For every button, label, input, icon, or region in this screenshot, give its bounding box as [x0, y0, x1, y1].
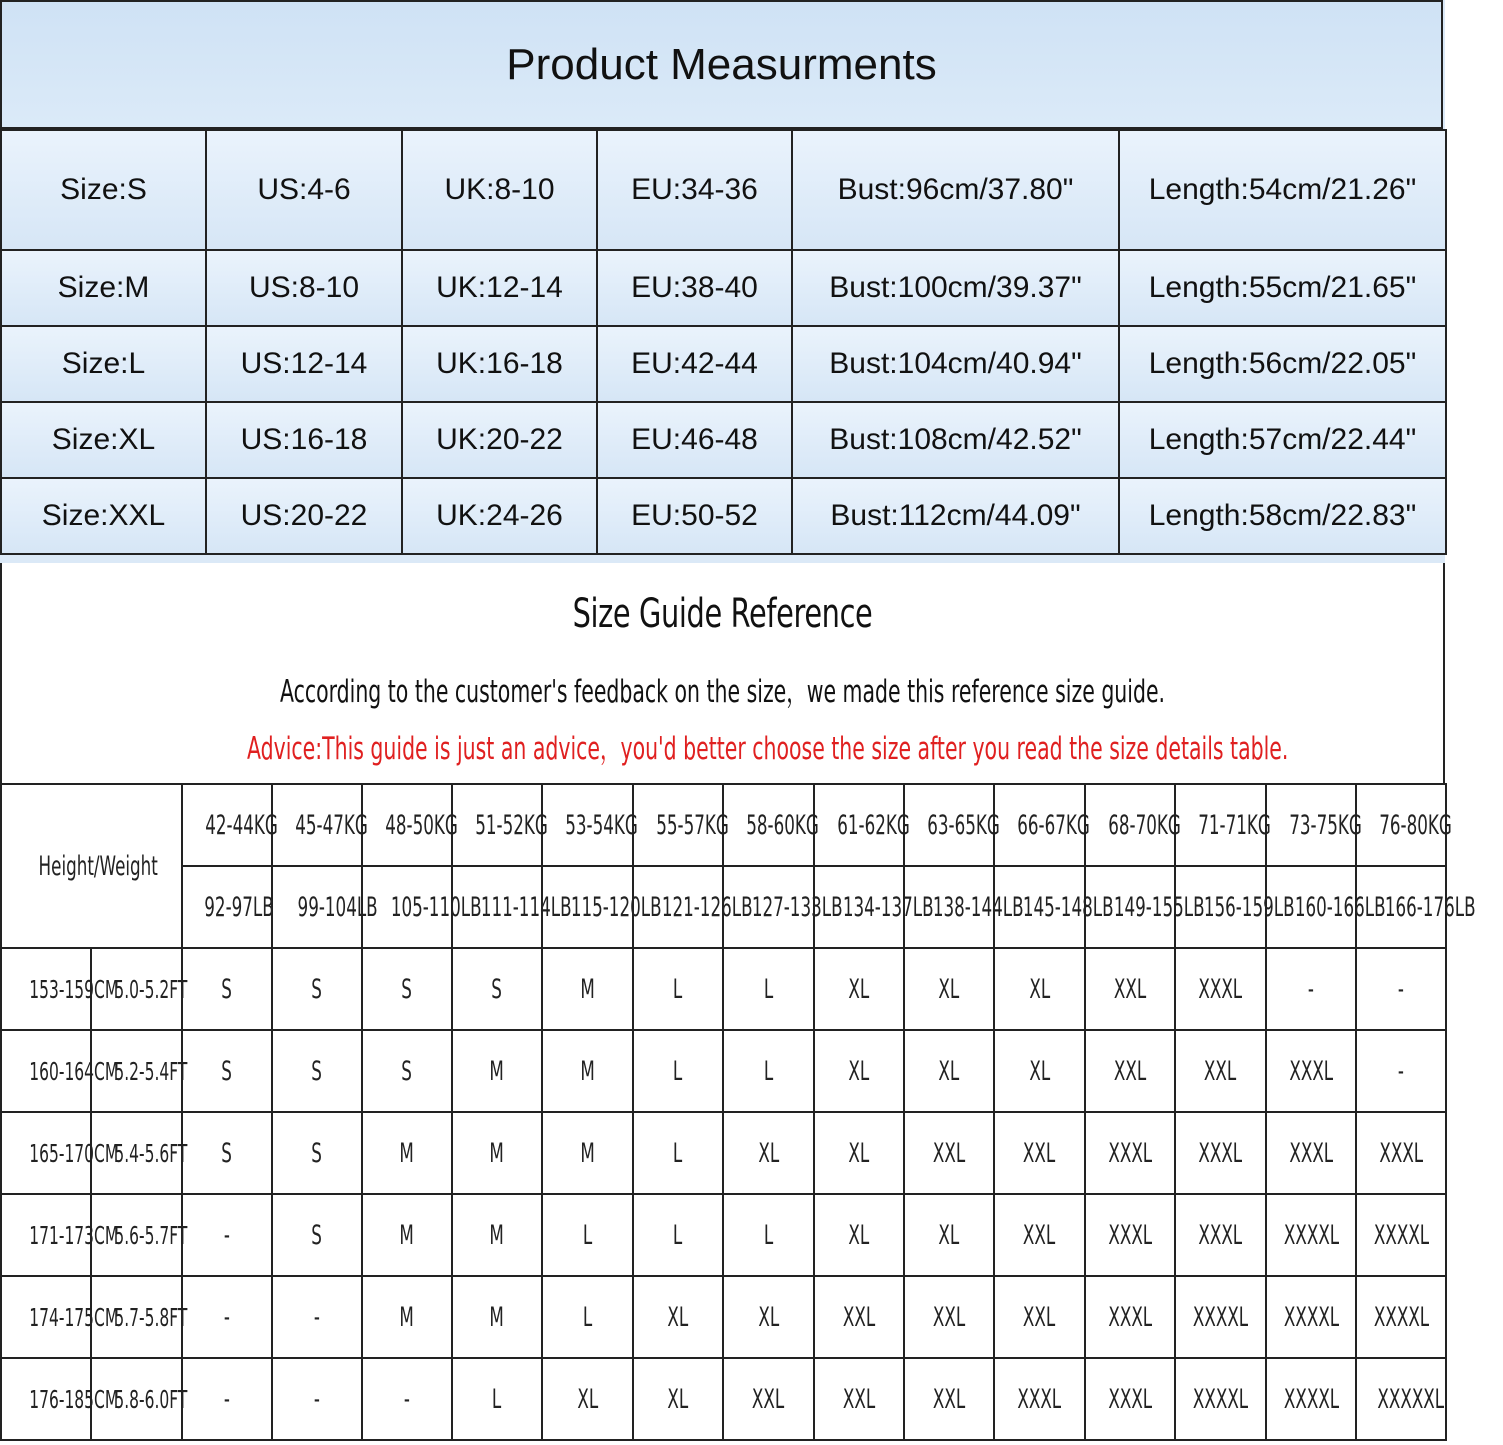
size-cell [904, 1030, 994, 1112]
size-guide-row [1, 948, 1446, 1030]
size-cell [1356, 948, 1446, 1030]
size-cell [362, 1276, 452, 1358]
size-cell-text: - [223, 1301, 231, 1333]
weight-kg-header-text: 68-70KG [1108, 809, 1181, 841]
size-cell [362, 1030, 452, 1112]
height-weight-corner [1, 784, 182, 948]
measurement-cell: EU:46-48 [597, 402, 792, 478]
size-cell [633, 948, 723, 1030]
size-cell-text: XXXXL [1283, 1301, 1340, 1333]
size-cell-text: XXL [932, 1301, 966, 1333]
size-cell [1085, 1358, 1175, 1440]
size-cell [723, 1112, 814, 1194]
size-cell-text: M [580, 973, 595, 1005]
size-cell-text: L [673, 1137, 683, 1169]
height-ft-label-text: 5.6-5.7FT [114, 1220, 188, 1250]
measurement-cell: EU:38-40 [597, 250, 792, 326]
size-cell-text: L [673, 1055, 683, 1087]
size-cell [362, 1194, 452, 1276]
size-cell-text: M [489, 1301, 505, 1333]
size-cell-text: XL [667, 1383, 689, 1415]
height-ft-label-text: 5.4-5.6FT [114, 1138, 188, 1168]
measurement-cell: EU:42-44 [597, 326, 792, 402]
size-cell-text: XXL [932, 1137, 966, 1169]
measurement-cell: Size:M [1, 250, 206, 326]
measurement-cell: US:4-6 [206, 130, 402, 250]
height-cm-label [1, 1358, 119, 1440]
size-cell [542, 1112, 633, 1194]
size-cell [542, 948, 633, 1030]
size-cell [1085, 1276, 1175, 1358]
size-cell [723, 1030, 814, 1112]
measurement-cell: Bust:100cm/39.37" [792, 250, 1119, 326]
size-cell-text: XXL [842, 1301, 876, 1333]
size-cell-text: XXXXL [1192, 1301, 1249, 1333]
measurement-cell: UK:16-18 [402, 326, 597, 402]
weight-lb-header-text: 149-155LB [1113, 891, 1205, 923]
size-cell [904, 948, 994, 1030]
size-cell-text: XXL [1023, 1301, 1056, 1333]
size-cell [1356, 1276, 1446, 1358]
size-cell [814, 1112, 904, 1194]
size-cell-text: XXXXL [1283, 1219, 1340, 1251]
size-cell-text: XXXL [1379, 1137, 1423, 1169]
size-cell [633, 1112, 723, 1194]
measurement-cell: EU:50-52 [597, 478, 792, 554]
height-ft-label-text: 5.7-5.8FT [114, 1302, 188, 1332]
size-cell [723, 1358, 814, 1440]
size-cell [994, 1276, 1085, 1358]
size-cell-text: XXL [1023, 1137, 1056, 1169]
weight-lb-header-text: 105-110LB [390, 891, 482, 923]
size-cell-text: XL [938, 1219, 960, 1251]
size-cell-text: XXXL [1108, 1137, 1152, 1169]
size-guide-title: Size Guide Reference [572, 591, 873, 637]
measurement-row [1, 402, 1446, 478]
size-cell-text: - [313, 1301, 321, 1333]
size-cell-text: XXXL [1017, 1383, 1062, 1415]
size-guide-header [0, 563, 1445, 783]
weight-kg-header-text: 63-65KG [927, 809, 1000, 841]
size-cell-text: XL [758, 1301, 779, 1333]
weight-lb-header-text: 134-137LB [842, 891, 934, 923]
height-cm-label [1, 1030, 119, 1112]
size-cell [1175, 1276, 1266, 1358]
size-cell-text: XXXL [1108, 1383, 1152, 1415]
size-cell-text: L [582, 1301, 593, 1333]
size-cell [1175, 1194, 1266, 1276]
size-cell-text: L [763, 1219, 774, 1251]
weight-kg-header-text: 53-54KG [565, 809, 638, 841]
size-cell [633, 1276, 723, 1358]
weight-kg-header-text: 73-75KG [1289, 809, 1362, 841]
size-cell-text: L [673, 973, 683, 1005]
height-cm-label-text: 160-164CM [29, 1056, 119, 1086]
weight-kg-header [1356, 784, 1452, 866]
size-cell [723, 1194, 814, 1276]
size-cell-text: XL [667, 1301, 689, 1333]
size-guide-row [1, 1276, 1446, 1358]
size-guide-row [1, 1358, 1446, 1440]
height-ft-label-text: 5.8-6.0FT [114, 1384, 188, 1414]
size-cell [272, 948, 362, 1030]
size-cell-text: M [489, 1137, 505, 1169]
size-cell-text: XL [938, 1055, 960, 1087]
size-cell-text: S [491, 973, 503, 1005]
size-guide-subtitle: According to the customer's feedback on the size，we made this reference size guide. [279, 674, 1166, 710]
weight-kg-header [633, 784, 729, 866]
weight-lb-header-text: 166-176LB [1384, 891, 1476, 923]
size-cell-text: - [1397, 973, 1405, 1005]
size-cell-text: S [311, 1055, 323, 1087]
size-cell-text: - [313, 1383, 321, 1415]
weight-kg-header [904, 784, 1000, 866]
size-cell [1175, 948, 1266, 1030]
measurement-cell: Bust:108cm/42.52" [792, 402, 1119, 478]
size-cell-text: - [223, 1219, 231, 1251]
weight-kg-header-text: 66-67KG [1017, 809, 1090, 841]
size-cell [452, 1194, 542, 1276]
height-cm-label [1, 948, 119, 1030]
size-cell-text: L [673, 1219, 683, 1251]
weight-kg-header-text: 55-57KG [656, 809, 729, 841]
weight-lb-header-text: 115-120LB [570, 891, 662, 923]
size-cell-text: L [763, 973, 774, 1005]
weight-kg-header [272, 784, 368, 866]
weight-kg-header [1175, 784, 1271, 866]
size-cell [182, 1358, 272, 1440]
weight-kg-header [1085, 784, 1181, 866]
weight-kg-header-text: 42-44KG [205, 809, 278, 841]
size-cell [1085, 1194, 1175, 1276]
size-cell [814, 1194, 904, 1276]
weight-kg-header [814, 784, 910, 866]
weight-lb-header-text: 92-97LB [204, 891, 274, 923]
measurement-cell: Length:56cm/22.05" [1119, 326, 1446, 402]
size-cell-text: XXXXL [1192, 1383, 1249, 1415]
measurement-row [1, 130, 1446, 250]
size-guide-row [1, 1030, 1446, 1112]
weight-lb-header-text: 99-104LB [297, 891, 378, 923]
measurement-row [1, 326, 1446, 402]
measurement-cell: UK:24-26 [402, 478, 597, 554]
height-cm-label [1, 1112, 119, 1194]
size-cell [633, 1030, 723, 1112]
size-cell-text: S [221, 973, 233, 1005]
measurements-table [0, 129, 1447, 555]
size-cell [1356, 1194, 1446, 1276]
weight-lb-header-text: 127-133LB [751, 891, 843, 923]
weight-kg-header [542, 784, 638, 866]
measurement-cell: Length:54cm/21.26" [1119, 130, 1446, 250]
measurement-cell: UK:20-22 [402, 402, 597, 478]
size-cell [814, 948, 904, 1030]
weight-lb-header-text: 145-148LB [1022, 891, 1114, 923]
size-cell [542, 1194, 633, 1276]
size-cell-text: XXXL [1289, 1137, 1333, 1169]
measurement-row [1, 478, 1446, 554]
weight-kg-header-row [1, 784, 1446, 866]
size-cell-text: XXL [1204, 1055, 1237, 1087]
size-cell-text: L [582, 1219, 593, 1251]
size-cell-text: - [223, 1383, 231, 1415]
measurement-cell: US:8-10 [206, 250, 402, 326]
size-cell [272, 1194, 362, 1276]
measurement-cell: US:20-22 [206, 478, 402, 554]
size-cell [994, 1112, 1085, 1194]
measurement-cell: Size:XL [1, 402, 206, 478]
measurement-row [1, 250, 1446, 326]
size-cell-text: XL [1029, 973, 1050, 1005]
size-cell-text: XXL [932, 1383, 966, 1415]
weight-kg-header-text: 51-52KG [475, 809, 548, 841]
size-cell [814, 1358, 904, 1440]
size-cell [994, 1030, 1085, 1112]
size-cell-text: M [399, 1137, 415, 1169]
size-cell-text: XL [848, 973, 870, 1005]
height-cm-label-text: 165-170CM [29, 1138, 119, 1168]
size-cell [1175, 1112, 1266, 1194]
height-cm-label-text: 153-159CM [29, 974, 119, 1004]
size-cell [1356, 1112, 1446, 1194]
weight-lb-header [182, 866, 272, 948]
height-cm-label [1, 1276, 119, 1358]
size-cell-text: M [489, 1219, 505, 1251]
size-cell [182, 1112, 272, 1194]
size-cell [182, 1030, 272, 1112]
size-cell [452, 1276, 542, 1358]
measurement-cell: Length:55cm/21.65" [1119, 250, 1446, 326]
size-cell-text: S [311, 1137, 323, 1169]
size-cell [1266, 1358, 1356, 1440]
size-cell [723, 948, 814, 1030]
measurement-cell: Bust:96cm/37.80" [792, 130, 1119, 250]
weight-kg-header [182, 784, 278, 866]
weight-kg-header-text: 58-60KG [746, 809, 819, 841]
weight-kg-header [994, 784, 1090, 866]
weight-lb-header-text: 111-114LB [480, 891, 572, 923]
size-cell-text: M [580, 1137, 595, 1169]
height-weight-corner-text: Height/Weight [38, 850, 158, 882]
size-cell [994, 1358, 1085, 1440]
weight-lb-header-row [1, 866, 1446, 948]
measurement-cell: Length:58cm/22.83" [1119, 478, 1446, 554]
weight-kg-header-text: 48-50KG [385, 809, 458, 841]
size-cell-text: M [580, 1055, 595, 1087]
size-cell [182, 948, 272, 1030]
size-cell-text: M [399, 1301, 415, 1333]
measurement-cell: Size:S [1, 130, 206, 250]
size-cell [1266, 1030, 1356, 1112]
size-cell-text: XXL [1113, 973, 1147, 1005]
size-cell [814, 1030, 904, 1112]
size-cell-text: S [401, 1055, 413, 1087]
size-cell-text: S [221, 1137, 233, 1169]
size-cell [814, 1276, 904, 1358]
weight-lb-header-text: 160-166LB [1294, 891, 1386, 923]
size-cell-text: XXXL [1198, 973, 1243, 1005]
weight-kg-header [452, 784, 548, 866]
size-cell-text: XXXL [1108, 1219, 1152, 1251]
measurement-cell: EU:34-36 [597, 130, 792, 250]
size-cell-text: XL [758, 1137, 779, 1169]
size-cell [1356, 1030, 1446, 1112]
weight-kg-header-text: 71-71KG [1198, 809, 1271, 841]
size-cell-text: XXXXXL [1377, 1383, 1445, 1415]
size-cell [452, 948, 542, 1030]
size-cell-text: XXXL [1198, 1219, 1243, 1251]
weight-lb-header-text: 121-126LB [661, 891, 753, 923]
measurement-cell: UK:8-10 [402, 130, 597, 250]
size-cell [542, 1358, 633, 1440]
height-cm-label-text: 174-175CM [29, 1302, 119, 1332]
size-cell [1266, 1276, 1356, 1358]
size-cell [362, 1112, 452, 1194]
size-guide-advice: Advice:This guide is just an advice，you'd better choose the size after you read the size details table. [246, 731, 1289, 767]
size-guide-section [0, 563, 1476, 1445]
measurement-cell: US:16-18 [206, 402, 402, 478]
weight-kg-header-text: 76-80KG [1379, 809, 1452, 841]
size-cell [1175, 1358, 1266, 1440]
size-cell [272, 1030, 362, 1112]
size-cell-text: XXXL [1108, 1301, 1152, 1333]
size-cell-text: XL [848, 1219, 870, 1251]
size-cell [1356, 1358, 1446, 1440]
size-cell-text: M [489, 1055, 505, 1087]
product-measurements-section [0, 0, 1445, 563]
weight-lb-header-text: 138-144LB [932, 891, 1024, 923]
size-cell-text: XXL [1023, 1219, 1056, 1251]
size-cell-text: XXL [752, 1383, 785, 1415]
size-cell-text: XXL [842, 1383, 876, 1415]
height-cm-label-text: 171-173CM [29, 1220, 119, 1250]
weight-kg-header [362, 784, 458, 866]
size-cell-text: M [399, 1219, 415, 1251]
size-cell [362, 1358, 452, 1440]
size-cell-text: XL [938, 973, 960, 1005]
size-cell [904, 1276, 994, 1358]
size-cell-text: XXXXL [1373, 1219, 1430, 1251]
measurement-cell: Bust:112cm/44.09" [792, 478, 1119, 554]
size-cell [452, 1358, 542, 1440]
size-cell-text: XL [577, 1383, 598, 1415]
size-cell [1266, 948, 1356, 1030]
size-cell [1175, 1030, 1266, 1112]
size-cell [904, 1112, 994, 1194]
size-cell [904, 1194, 994, 1276]
size-cell-text: XXXL [1198, 1137, 1243, 1169]
measurements-title: Product Measurments [0, 0, 1443, 129]
size-cell [542, 1030, 633, 1112]
weight-kg-header [1266, 784, 1362, 866]
size-cell [272, 1276, 362, 1358]
size-cell [1085, 1112, 1175, 1194]
size-cell-text: L [492, 1383, 502, 1415]
size-cell [182, 1194, 272, 1276]
size-cell-text: XL [848, 1055, 870, 1087]
size-cell [362, 948, 452, 1030]
measurement-cell: Bust:104cm/40.94" [792, 326, 1119, 402]
measurement-cell: Size:L [1, 326, 206, 402]
size-cell [994, 1194, 1085, 1276]
weight-kg-header-text: 45-47KG [295, 809, 368, 841]
weight-lb-header-text: 156-159LB [1203, 891, 1295, 923]
size-cell-text: - [403, 1383, 411, 1415]
size-cell-text: S [221, 1055, 233, 1087]
size-cell-text: XXXXL [1373, 1301, 1430, 1333]
weight-kg-header [723, 784, 819, 866]
size-cell [1266, 1194, 1356, 1276]
size-guide-table [0, 783, 1476, 1441]
size-cell-text: XXXXL [1283, 1383, 1340, 1415]
size-cell [272, 1358, 362, 1440]
size-cell-text: - [1307, 973, 1315, 1005]
size-cell-text: XL [848, 1137, 870, 1169]
size-cell [633, 1358, 723, 1440]
size-guide-row [1, 1112, 1446, 1194]
measurement-cell: UK:12-14 [402, 250, 597, 326]
size-cell [542, 1276, 633, 1358]
measurement-cell: US:12-14 [206, 326, 402, 402]
weight-kg-header-text: 61-62KG [837, 809, 910, 841]
size-cell [1085, 1030, 1175, 1112]
size-cell [452, 1112, 542, 1194]
height-cm-label [1, 1194, 119, 1276]
size-cell [904, 1358, 994, 1440]
size-cell [1266, 1112, 1356, 1194]
size-cell [994, 948, 1085, 1030]
height-cm-label-text: 176-185CM [29, 1384, 119, 1414]
size-cell-text: S [401, 973, 413, 1005]
height-ft-label-text: 5.0-5.2FT [114, 974, 188, 1004]
measurement-cell: Length:57cm/22.44" [1119, 402, 1446, 478]
height-ft-label-text: 5.2-5.4FT [114, 1056, 188, 1086]
size-guide-row [1, 1194, 1446, 1276]
size-cell [182, 1276, 272, 1358]
size-cell-text: S [311, 973, 323, 1005]
size-cell-text: XXXL [1289, 1055, 1333, 1087]
measurement-cell: Size:XXL [1, 478, 206, 554]
size-cell-text: S [311, 1219, 323, 1251]
size-cell [633, 1194, 723, 1276]
weight-lb-header [272, 866, 378, 948]
size-cell-text: XL [1029, 1055, 1050, 1087]
size-cell [452, 1030, 542, 1112]
size-cell-text: XXL [1113, 1055, 1147, 1087]
size-cell-text: L [763, 1055, 774, 1087]
size-cell [723, 1276, 814, 1358]
size-cell [272, 1112, 362, 1194]
size-cell-text: - [1397, 1055, 1405, 1087]
size-cell [1085, 948, 1175, 1030]
